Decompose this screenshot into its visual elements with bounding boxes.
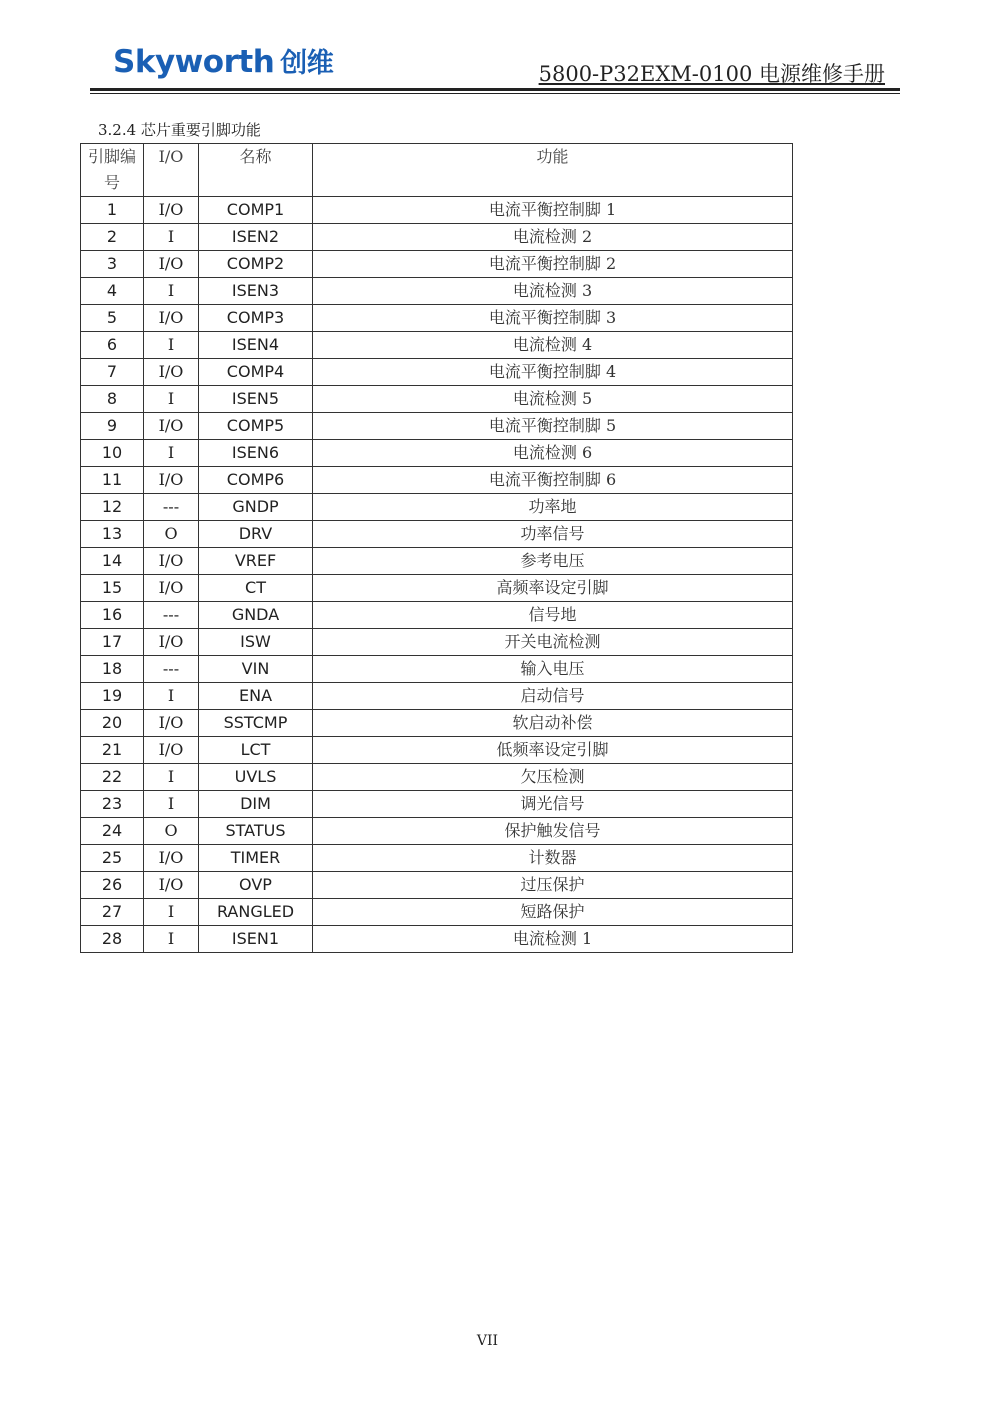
pin-number-cell: 23 — [81, 791, 144, 818]
section-title: 3.2.4 芯片重要引脚功能 — [98, 121, 261, 139]
io-cell: O — [144, 521, 199, 548]
pin-name-cell: VREF — [199, 548, 313, 575]
function-cell: 电流平衡控制脚 4 — [313, 359, 793, 386]
table-row — [81, 710, 793, 737]
io-cell: I/O — [144, 548, 199, 575]
table-row — [81, 278, 793, 305]
function-cell: 短路保护 — [313, 899, 793, 926]
header-rule-thick — [90, 88, 900, 91]
table-row — [81, 305, 793, 332]
pin-number-cell: 20 — [81, 710, 144, 737]
function-cell: 软启动补偿 — [313, 710, 793, 737]
pin-number-cell: 5 — [81, 305, 144, 332]
pin-number-cell: 3 — [81, 251, 144, 278]
header-pin-number: 引脚编号 — [81, 144, 144, 197]
io-cell: I — [144, 764, 199, 791]
pin-number-cell: 22 — [81, 764, 144, 791]
function-cell: 电流检测 3 — [313, 278, 793, 305]
function-cell: 功率信号 — [313, 521, 793, 548]
io-cell: I — [144, 224, 199, 251]
pin-name-cell: OVP — [199, 872, 313, 899]
pin-name-cell: ISEN6 — [199, 440, 313, 467]
pin-name-cell: ISEN4 — [199, 332, 313, 359]
io-cell: I/O — [144, 467, 199, 494]
io-cell: I/O — [144, 737, 199, 764]
io-cell: I — [144, 791, 199, 818]
io-cell: I/O — [144, 575, 199, 602]
io-cell: I/O — [144, 629, 199, 656]
pin-name-cell: GNDA — [199, 602, 313, 629]
io-cell: I — [144, 926, 199, 953]
pin-number-cell: 15 — [81, 575, 144, 602]
io-cell: O — [144, 818, 199, 845]
io-cell: --- — [144, 656, 199, 683]
skyworth-logo — [113, 42, 333, 84]
table-row — [81, 224, 793, 251]
table-row — [81, 575, 793, 602]
table-row — [81, 872, 793, 899]
table-row — [81, 197, 793, 224]
pin-number-cell: 7 — [81, 359, 144, 386]
io-cell: I — [144, 683, 199, 710]
pin-number-cell: 24 — [81, 818, 144, 845]
function-cell: 电流平衡控制脚 6 — [313, 467, 793, 494]
pin-number-cell: 8 — [81, 386, 144, 413]
function-cell: 低频率设定引脚 — [313, 737, 793, 764]
header-function: 功能 — [313, 144, 793, 197]
pin-name-cell: ENA — [199, 683, 313, 710]
function-cell: 开关电流检测 — [313, 629, 793, 656]
pin-name-cell: DRV — [199, 521, 313, 548]
pin-name-cell: COMP2 — [199, 251, 313, 278]
table-row — [81, 737, 793, 764]
pin-number-cell: 12 — [81, 494, 144, 521]
function-cell: 电流平衡控制脚 2 — [313, 251, 793, 278]
header-rule-thin — [90, 93, 900, 94]
table-row — [81, 764, 793, 791]
pin-name-cell: COMP6 — [199, 467, 313, 494]
pin-name-cell: ISEN3 — [199, 278, 313, 305]
header-io: I/O — [144, 144, 199, 197]
pin-number-cell: 6 — [81, 332, 144, 359]
io-cell: I/O — [144, 305, 199, 332]
pin-number-cell: 11 — [81, 467, 144, 494]
io-cell: I — [144, 332, 199, 359]
io-cell: I/O — [144, 251, 199, 278]
table-row — [81, 386, 793, 413]
function-cell: 电流检测 5 — [313, 386, 793, 413]
pin-number-cell: 16 — [81, 602, 144, 629]
io-cell: I — [144, 440, 199, 467]
function-cell: 启动信号 — [313, 683, 793, 710]
table-row — [81, 656, 793, 683]
function-cell: 调光信号 — [313, 791, 793, 818]
header-name: 名称 — [199, 144, 313, 197]
table-row — [81, 791, 793, 818]
document-title: 5800-P32EXM-0100 电源维修手册 — [538, 62, 885, 86]
function-cell: 高频率设定引脚 — [313, 575, 793, 602]
pin-name-cell: COMP5 — [199, 413, 313, 440]
table-row — [81, 845, 793, 872]
pin-name-cell: GNDP — [199, 494, 313, 521]
pin-number-cell: 9 — [81, 413, 144, 440]
pin-function-table — [80, 143, 793, 953]
function-cell: 功率地 — [313, 494, 793, 521]
pin-number-cell: 17 — [81, 629, 144, 656]
io-cell: I/O — [144, 710, 199, 737]
pin-number-cell: 26 — [81, 872, 144, 899]
io-cell: I/O — [144, 872, 199, 899]
function-cell: 电流检测 1 — [313, 926, 793, 953]
pin-number-cell: 18 — [81, 656, 144, 683]
io-cell: I/O — [144, 359, 199, 386]
function-cell: 电流平衡控制脚 5 — [313, 413, 793, 440]
function-cell: 输入电压 — [313, 656, 793, 683]
pin-number-cell: 1 — [81, 197, 144, 224]
table-row — [81, 332, 793, 359]
pin-name-cell: TIMER — [199, 845, 313, 872]
function-cell: 欠压检测 — [313, 764, 793, 791]
table-row — [81, 359, 793, 386]
function-cell: 保护触发信号 — [313, 818, 793, 845]
pin-name-cell: VIN — [199, 656, 313, 683]
pin-name-cell: ISEN5 — [199, 386, 313, 413]
table-row — [81, 440, 793, 467]
io-cell: I/O — [144, 845, 199, 872]
function-cell: 电流检测 2 — [313, 224, 793, 251]
pin-number-cell: 14 — [81, 548, 144, 575]
io-cell: --- — [144, 602, 199, 629]
pin-number-cell: 28 — [81, 926, 144, 953]
function-cell: 电流平衡控制脚 3 — [313, 305, 793, 332]
table-row — [81, 602, 793, 629]
function-cell: 信号地 — [313, 602, 793, 629]
pin-name-cell: ISEN1 — [199, 926, 313, 953]
table-row — [81, 413, 793, 440]
pin-name-cell: COMP3 — [199, 305, 313, 332]
pin-name-cell: RANGLED — [199, 899, 313, 926]
pin-number-cell: 19 — [81, 683, 144, 710]
io-cell: --- — [144, 494, 199, 521]
function-cell: 参考电压 — [313, 548, 793, 575]
pin-name-cell: ISEN2 — [199, 224, 313, 251]
pin-number-cell: 2 — [81, 224, 144, 251]
pin-number-cell: 27 — [81, 899, 144, 926]
pin-number-cell: 4 — [81, 278, 144, 305]
table-row — [81, 818, 793, 845]
pin-name-cell: COMP1 — [199, 197, 313, 224]
table-row — [81, 251, 793, 278]
pin-name-cell: SSTCMP — [199, 710, 313, 737]
logo-cn-text: 创维 — [280, 48, 334, 79]
table-row — [81, 548, 793, 575]
pin-number-cell: 10 — [81, 440, 144, 467]
pin-name-cell: CT — [199, 575, 313, 602]
pin-name-cell: ISW — [199, 629, 313, 656]
pin-number-cell: 25 — [81, 845, 144, 872]
pin-name-cell: DIM — [199, 791, 313, 818]
io-cell: I/O — [144, 197, 199, 224]
function-cell: 过压保护 — [313, 872, 793, 899]
table-header-row — [81, 144, 793, 197]
table-row — [81, 521, 793, 548]
table-row — [81, 467, 793, 494]
pin-name-cell: COMP4 — [199, 359, 313, 386]
table-row — [81, 683, 793, 710]
function-cell: 计数器 — [313, 845, 793, 872]
function-cell: 电流检测 6 — [313, 440, 793, 467]
table-row — [81, 899, 793, 926]
pin-number-cell: 21 — [81, 737, 144, 764]
page-number: VII — [476, 1333, 499, 1349]
pin-name-cell: LCT — [199, 737, 313, 764]
io-cell: I — [144, 278, 199, 305]
pin-number-cell: 13 — [81, 521, 144, 548]
logo-text: Skyworth — [113, 44, 275, 80]
table-row — [81, 494, 793, 521]
function-cell: 电流检测 4 — [313, 332, 793, 359]
pin-name-cell: UVLS — [199, 764, 313, 791]
io-cell: I — [144, 899, 199, 926]
table-body — [81, 197, 793, 953]
function-cell: 电流平衡控制脚 1 — [313, 197, 793, 224]
table-row — [81, 629, 793, 656]
pin-name-cell: STATUS — [199, 818, 313, 845]
io-cell: I — [144, 386, 199, 413]
table-row — [81, 926, 793, 953]
io-cell: I/O — [144, 413, 199, 440]
